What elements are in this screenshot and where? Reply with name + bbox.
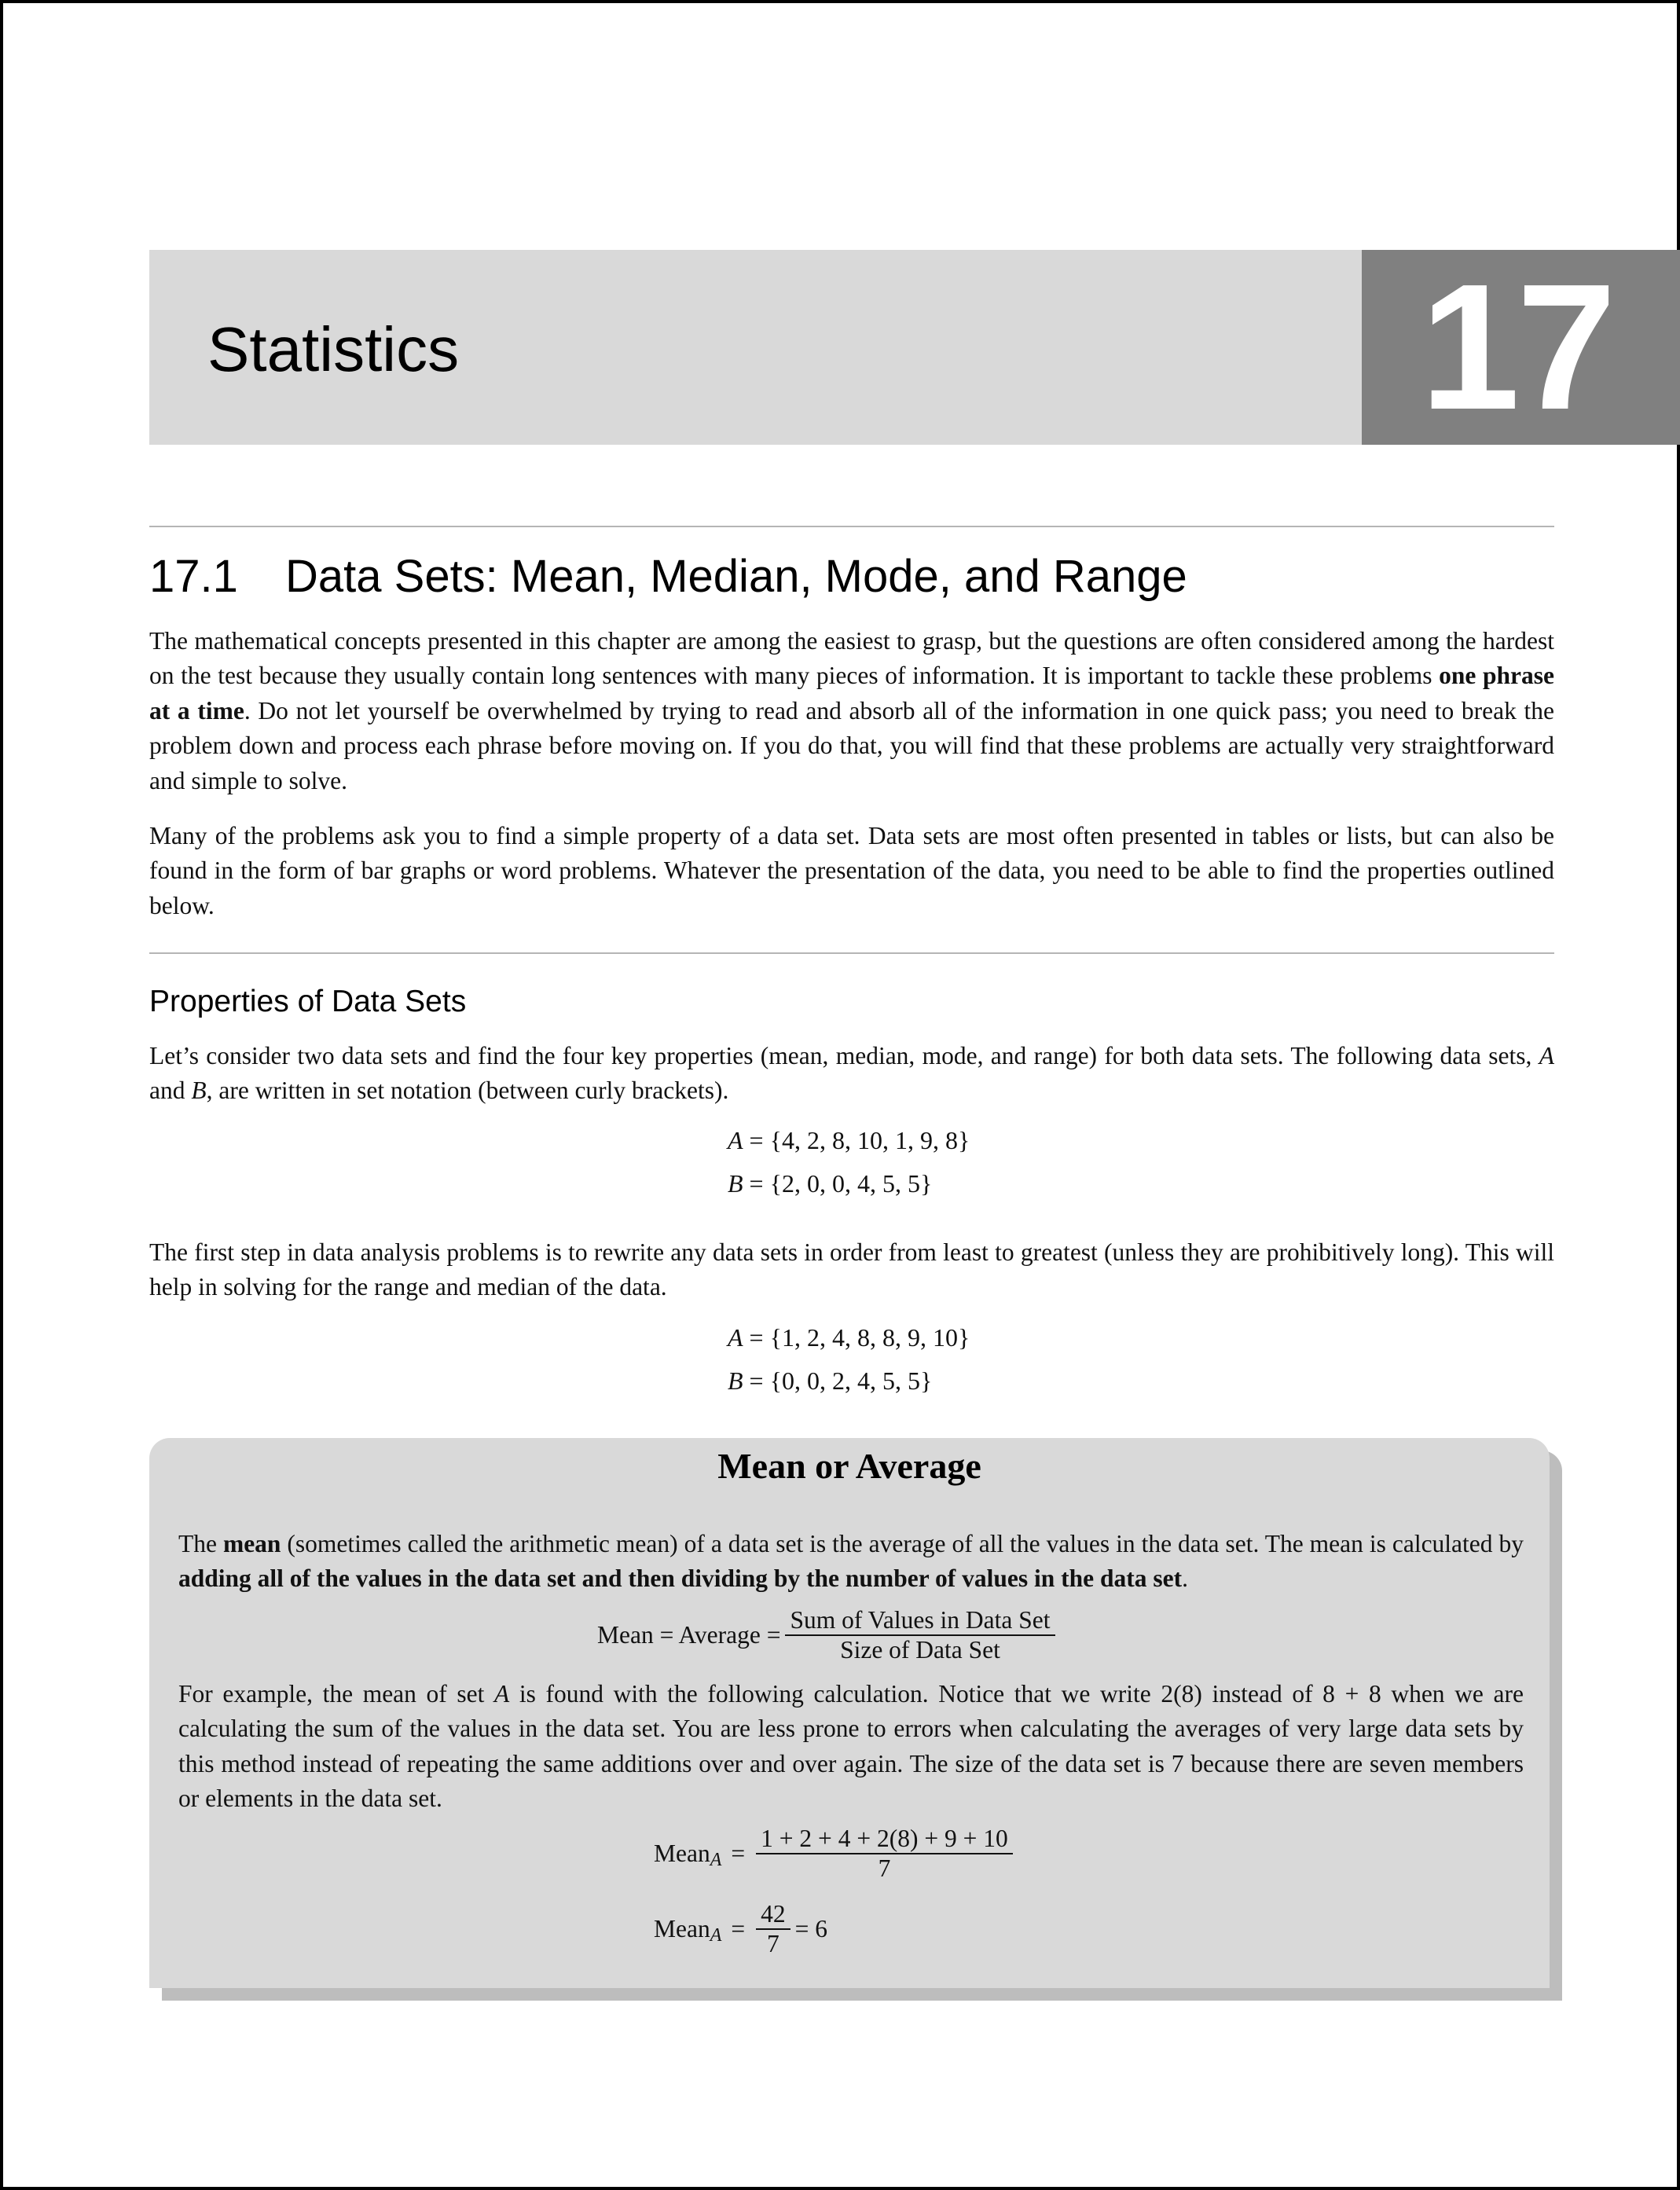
example-set-name: A — [494, 1680, 510, 1708]
intro-emphasis: one phrase at a time — [149, 662, 1554, 724]
properties-text: Let’s consider two data sets and find the four key properties (mean, median, mode, and range) for both data sets. The following data sets, — [149, 1042, 1539, 1069]
set-a-original — [728, 1128, 970, 1153]
calc-2-fraction — [756, 1902, 790, 1956]
properties-text: , are written in set notation (between curly brackets). — [206, 1077, 729, 1105]
mean-formula-denominator: Size of Data Set — [840, 1635, 1000, 1664]
mean-text: . — [1182, 1565, 1188, 1593]
set-a-symbol: A — [728, 1323, 743, 1352]
set-a-name: A — [1539, 1042, 1554, 1069]
mean-calculation-2: Mean A = $\frac{42}{7}$ = 6 — [654, 1900, 828, 1957]
set-b-symbol: B — [728, 1169, 743, 1198]
set-a-sorted — [728, 1325, 970, 1350]
intro-paragraph-1 — [149, 624, 1554, 798]
mean-example-paragraph — [178, 1677, 1524, 1817]
set-b-sorted — [728, 1368, 932, 1393]
mean-formula-fraction — [785, 1608, 1055, 1662]
mean-definition-paragraph — [178, 1527, 1524, 1597]
calc-mean-label: Mean — [654, 1914, 710, 1942]
set-a-sorted-values: = {1, 2, 4, 8, 8, 9, 10} — [743, 1323, 970, 1352]
section-heading — [149, 551, 1187, 602]
example-text: is found with the following calculation. Notice that we write 2(8) instead of 8 + 8 when we are calculating the sum of the values in the data set. You are less prone to errors when calculating the averages of very large data sets by this method instead of repeating the same additions over and over again. The size of the data set is 7 because there are seven members or elements in the data set. — [178, 1680, 1524, 1813]
intro-paragraph-2: Many of the problems ask you to find a simple property of a data set. Data sets are most often presented in tables or lists, but can also be found in the form of bar graphs or word problems. Whatever the presentation of the data, you need to be able to find the properties outlined below. — [149, 822, 1554, 919]
set-b-original — [728, 1171, 932, 1196]
chapter-title: Statistics — [207, 314, 460, 384]
subsection-divider — [149, 952, 1554, 954]
section-divider — [149, 526, 1554, 527]
calc-mean-subscript: A — [710, 1849, 722, 1870]
example-text: For example, the mean of set — [178, 1680, 495, 1708]
calc-mean-subscript: A — [710, 1924, 722, 1946]
intro-text: . Do not let yourself be overwhelmed by trying to read and absorb all of the information in one quick pass; you need to break the problem down and process each phrase before moving on. If you do that, you will find that these problems are actually very straightforward and simple to solve. — [149, 696, 1555, 794]
set-a-symbol: A — [728, 1126, 743, 1154]
subsection-heading: Properties of Data Sets — [149, 985, 467, 1018]
mean-text: The — [178, 1530, 223, 1557]
mean-formula — [597, 1608, 1060, 1662]
calc-2-result: = 6 — [794, 1914, 828, 1942]
mean-rule: adding all of the values in the data set and then dividing by the number of values in the data set — [178, 1565, 1183, 1593]
calc-2-numerator: 42 — [756, 1902, 790, 1930]
set-a-values: = {4, 2, 8, 10, 1, 9, 8} — [743, 1126, 970, 1154]
properties-text: and — [149, 1077, 192, 1105]
calc-2-denominator: 7 — [767, 1929, 779, 1957]
calc-mean-label: Mean — [654, 1839, 710, 1867]
calc-1-numerator: 1 + 2 + 4 + 2(8) + 9 + 10 — [756, 1826, 1013, 1854]
mean-formula-lhs: Mean = Average = — [597, 1620, 781, 1649]
properties-paragraph-2: The first step in data analysis problems is to rewrite any data sets in order from least to greatest (unless they are prohibitively long). This will help in solving for the range and median of the data. — [149, 1238, 1554, 1301]
mean-text: (sometimes called the arithmetic mean) of a data set is the average of all the values in the data set. The mean is calculated by — [281, 1530, 1524, 1557]
mean-term: mean — [222, 1530, 281, 1557]
section-title: Data Sets: Mean, Median, Mode, and Range — [285, 551, 1187, 602]
set-b-values: = {2, 0, 0, 4, 5, 5} — [743, 1169, 933, 1198]
calc-1-denominator: 7 — [878, 1854, 891, 1882]
set-b-symbol: B — [728, 1366, 743, 1395]
mean-box-title: Mean or Average — [717, 1446, 981, 1486]
calc-1-fraction — [756, 1826, 1013, 1880]
mean-calculation-1: Mean A = $\frac{1 + 2 + 4 + 2(8) + 9 + 10}{7}$ — [654, 1826, 1018, 1880]
properties-paragraph-1 — [149, 1039, 1554, 1109]
intro-text: The mathematical concepts presented in this chapter are among the easiest to grasp, but the questions are often considered among the hardest on the test because they usually contain long sentences with many pieces of information. It is important to tackle these problems — [149, 627, 1554, 690]
section-number: 17.1 — [149, 551, 238, 602]
chapter-number: 17 — [1420, 248, 1613, 447]
set-b-name: B — [191, 1077, 207, 1105]
set-b-sorted-values: = {0, 0, 2, 4, 5, 5} — [743, 1366, 933, 1395]
mean-formula-numerator: Sum of Values in Data Set — [785, 1608, 1055, 1636]
